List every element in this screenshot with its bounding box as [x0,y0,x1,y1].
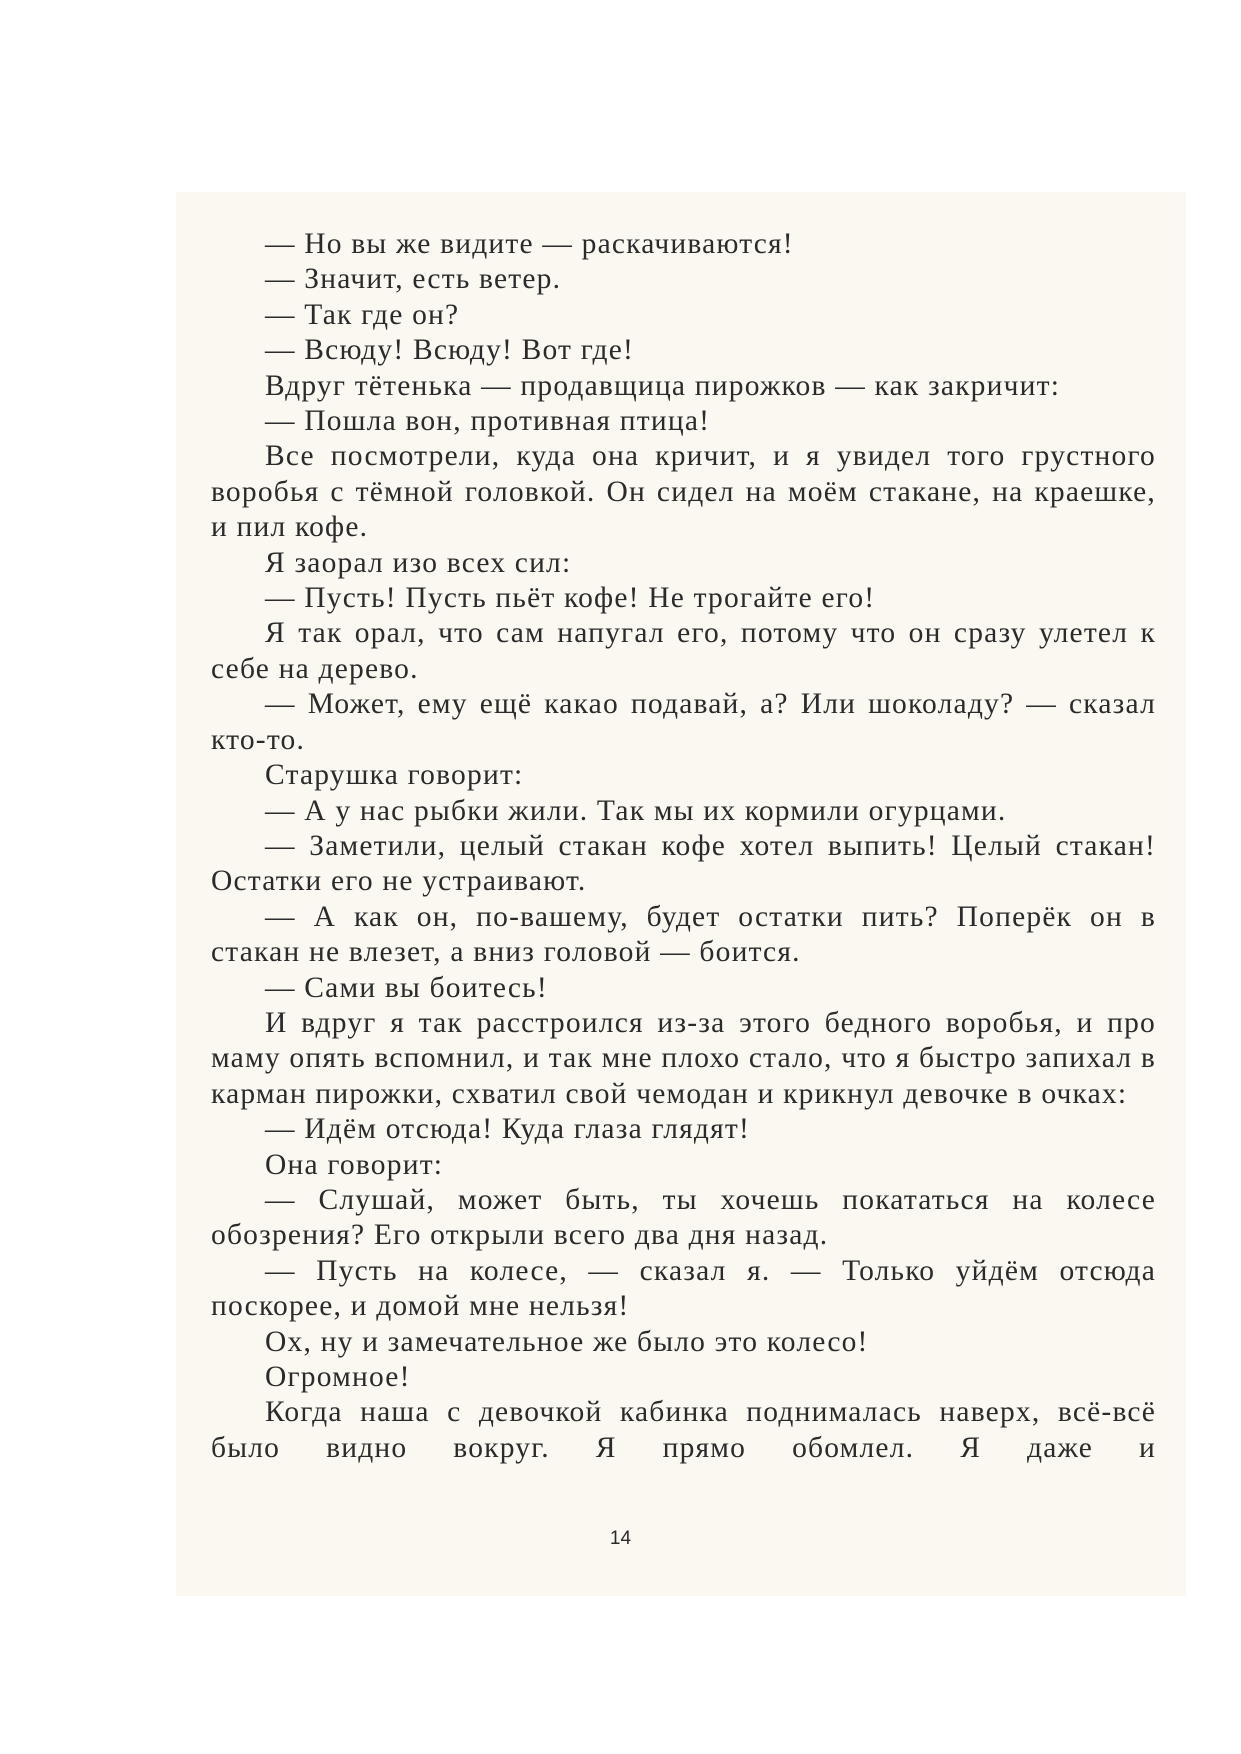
paragraph: Я заорал изо всех сил: [265,546,572,579]
paragraph: — Пусть на колесе, — сказал я. — Только уйдём отсюда поскорее, и домой мне нельзя! [211,1254,1156,1323]
paragraph: — Так где он? [265,298,460,331]
paragraph: — Но вы же видите — раскачиваются! [265,228,794,260]
paragraph: И вдруг я так расстроился из-за этого бедного воробья, и про маму опять вспомнил, и так мне плохо стало, что я быстро запихал в карман пирожки, схватил свой чемодан и крикнул девочке в очках: [211,1006,1156,1110]
paragraph: — Слушай, может быть, ты хочешь покататься на колесе обозрения? Его открыли всего два дня назад. [211,1183,1156,1252]
paragraph: — Всюду! Всюду! Вот где! [265,334,635,367]
paragraph: — Заметили, целый стакан кофе хотел выпить! Целый стакан! Остатки его не устраивают. [211,829,1156,898]
paragraph: Вдруг тётенька — продавщица пирожков — как закричит: [265,369,1061,402]
page-number: 14 [609,1528,632,1549]
paragraph: Когда наша с девочкой кабинка поднималась наверх, всё-всё было видно вокруг. Я прямо обомлел. Я даже и [211,1396,1156,1464]
paragraph: — Пошла вон, противная птица! [265,405,711,438]
paragraph: Я так орал, что сам напугал его, потому что он сразу улетел к себе на дерево. [211,617,1156,685]
paragraph: Огромное! [265,1361,411,1393]
paragraph: Старушка говорит: [265,759,524,792]
paragraph: Она говорит: [265,1148,444,1181]
paragraph: — Значит, есть ветер. [265,263,562,296]
paragraph: — Может, ему ещё какао подавай, а? Или шоколаду? — сказал кто-то. [211,688,1156,756]
paragraph: Ох, ну и замечательное же было это колесо! [265,1325,869,1358]
body-text [211,227,1156,1466]
paragraph: — Идём отсюда! Куда глаза глядят! [265,1113,751,1146]
paragraph: — А как он, по-вашему, будет остатки пить? Поперёк он в стакан не влезет, а вниз головой — боится. [211,900,1156,969]
paragraph: — Пусть! Пусть пьёт кофе! Не трогайте его! [265,582,876,615]
paragraph: — Сами вы боитесь! [265,971,548,1004]
paragraph: — А у нас рыбки жили. Так мы их кормили огурцами. [265,794,1007,827]
paragraph: Все посмотрели, куда она кричит, и я увидел того грустного воробья с тёмной головкой. Он сидел на моём стакане, на краешке, и пил кофе. [211,440,1156,544]
